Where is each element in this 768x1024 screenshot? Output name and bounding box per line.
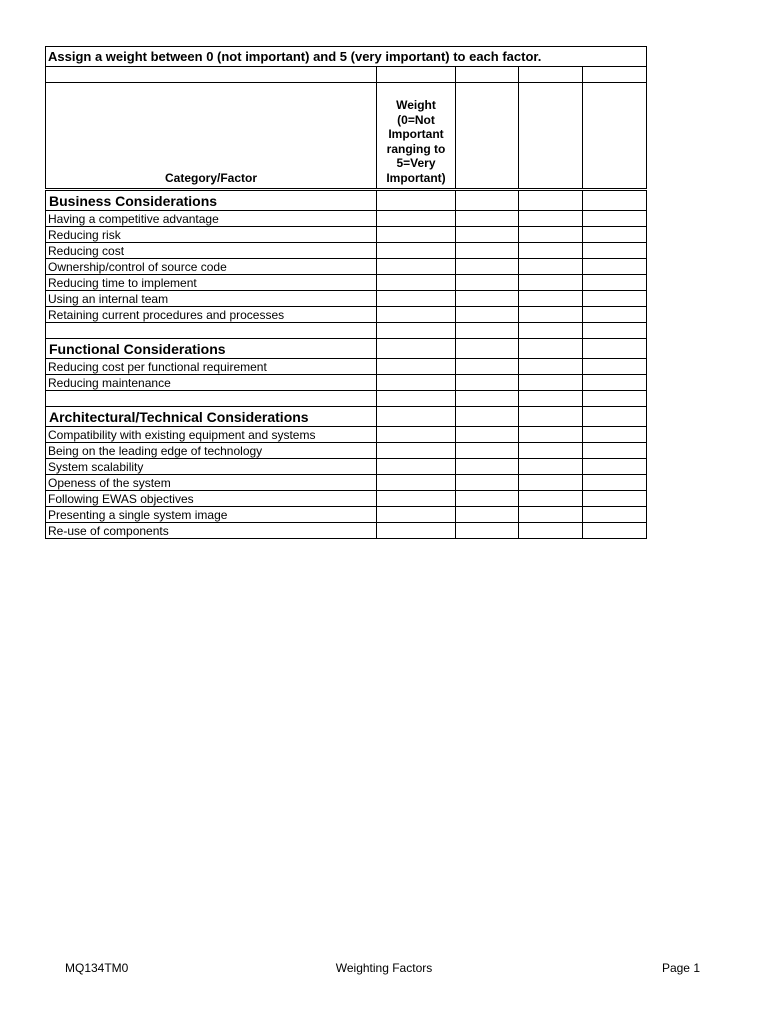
factor-label: Using an internal team — [46, 291, 377, 307]
factor-label: Openess of the system — [46, 475, 377, 491]
weight-entry-cell[interactable] — [519, 291, 583, 307]
weight-entry-cell[interactable] — [583, 391, 647, 407]
sheet-title: Assign a weight between 0 (not important) and 5 (very important) to each factor. — [46, 47, 647, 67]
weight-entry-cell[interactable] — [583, 291, 647, 307]
weight-entry-cell[interactable] — [377, 375, 456, 391]
weight-entry-cell[interactable] — [377, 275, 456, 291]
factor-label: Retaining current procedures and processes — [46, 307, 377, 323]
weight-entry-cell[interactable] — [377, 491, 456, 507]
weight-entry-cell[interactable] — [456, 523, 519, 539]
factor-label: Reducing time to implement — [46, 275, 377, 291]
weight-entry-cell[interactable] — [377, 259, 456, 275]
factor-row — [46, 523, 647, 539]
weight-entry-cell[interactable] — [583, 307, 647, 323]
weight-entry-cell[interactable] — [377, 291, 456, 307]
weight-entry-cell[interactable] — [519, 523, 583, 539]
weight-entry-cell[interactable] — [456, 190, 519, 211]
weighting-factors-table — [45, 46, 647, 539]
weight-entry-cell[interactable] — [456, 323, 519, 339]
weight-entry-cell[interactable] — [519, 443, 583, 459]
weight-entry-cell[interactable] — [519, 190, 583, 211]
weight-entry-cell[interactable] — [583, 259, 647, 275]
factor-label: Presenting a single system image — [46, 507, 377, 523]
weight-entry-cell[interactable] — [456, 427, 519, 443]
weight-entry-cell[interactable] — [377, 307, 456, 323]
blank-row — [46, 391, 647, 407]
weight-entry-cell[interactable] — [519, 507, 583, 523]
weight-entry-cell[interactable] — [519, 243, 583, 259]
footer-doc-code: MQ134TM0 — [65, 961, 129, 975]
factor-label: Compatibility with existing equipment and systems — [46, 427, 377, 443]
weight-entry-cell[interactable] — [377, 391, 456, 407]
weight-entry-cell[interactable] — [519, 275, 583, 291]
weight-entry-cell[interactable] — [377, 407, 456, 427]
weight-entry-cell[interactable] — [519, 407, 583, 427]
cell[interactable] — [519, 67, 583, 83]
weight-entry-cell[interactable] — [583, 475, 647, 491]
weight-entry-cell[interactable] — [519, 391, 583, 407]
weight-entry-cell[interactable] — [377, 190, 456, 211]
factor-label: Re-use of components — [46, 523, 377, 539]
factor-label: System scalability — [46, 459, 377, 475]
weight-entry-cell[interactable] — [377, 523, 456, 539]
weight-entry-cell[interactable] — [583, 339, 647, 359]
factor-row — [46, 291, 647, 307]
factor-row — [46, 507, 647, 523]
cell[interactable] — [46, 391, 377, 407]
factor-row — [46, 227, 647, 243]
weight-entry-cell[interactable] — [583, 459, 647, 475]
section-title: Business Considerations — [46, 190, 377, 211]
factor-label: Reducing maintenance — [46, 375, 377, 391]
weight-entry-cell[interactable] — [377, 443, 456, 459]
header-row — [46, 83, 647, 190]
weight-entry-cell[interactable] — [456, 391, 519, 407]
weight-entry-cell[interactable] — [583, 227, 647, 243]
weight-entry-cell[interactable] — [583, 275, 647, 291]
weight-entry-cell[interactable] — [519, 323, 583, 339]
weight-entry-cell[interactable] — [456, 359, 519, 375]
factor-label: Being on the leading edge of technology — [46, 443, 377, 459]
weight-entry-cell[interactable] — [583, 491, 647, 507]
weight-entry-cell[interactable] — [456, 491, 519, 507]
weight-entry-cell[interactable] — [456, 375, 519, 391]
weight-entry-cell[interactable] — [377, 323, 456, 339]
factor-row — [46, 375, 647, 391]
factor-label: Reducing risk — [46, 227, 377, 243]
title-row — [46, 47, 647, 67]
weight-entry-cell[interactable] — [456, 275, 519, 291]
weight-entry-cell[interactable] — [519, 227, 583, 243]
weight-entry-cell[interactable] — [456, 459, 519, 475]
factor-row — [46, 243, 647, 259]
cell[interactable] — [583, 83, 647, 190]
cell[interactable] — [377, 67, 456, 83]
factor-label: Ownership/control of source code — [46, 259, 377, 275]
factor-row — [46, 491, 647, 507]
factor-row — [46, 275, 647, 291]
weight-header: Weight (0=Not Important ranging to 5=Very Important) — [377, 83, 456, 190]
factor-row — [46, 211, 647, 227]
footer-page-number: Page 1 — [661, 961, 700, 975]
weight-entry-cell[interactable] — [377, 459, 456, 475]
weight-entry-cell[interactable] — [456, 339, 519, 359]
section-title: Functional Considerations — [46, 339, 377, 359]
weight-entry-cell[interactable] — [377, 211, 456, 227]
factor-label: Having a competitive advantage — [46, 211, 377, 227]
weight-entry-cell[interactable] — [583, 190, 647, 211]
weight-entry-cell[interactable] — [377, 243, 456, 259]
cell[interactable] — [519, 83, 583, 190]
category-factor-header: Category/Factor — [46, 83, 377, 190]
weight-entry-cell[interactable] — [519, 459, 583, 475]
factor-label: Reducing cost per functional requirement — [46, 359, 377, 375]
weight-entry-cell[interactable] — [377, 359, 456, 375]
cell[interactable] — [456, 83, 519, 190]
weight-entry-cell[interactable] — [456, 211, 519, 227]
weight-entry-cell[interactable] — [583, 427, 647, 443]
factor-label: Reducing cost — [46, 243, 377, 259]
cell[interactable] — [46, 67, 377, 83]
blank-row — [46, 323, 647, 339]
cell[interactable] — [46, 323, 377, 339]
weight-entry-cell[interactable] — [377, 339, 456, 359]
weight-entry-cell[interactable] — [456, 443, 519, 459]
section-row — [46, 407, 647, 427]
factor-row — [46, 259, 647, 275]
weight-entry-cell[interactable] — [456, 243, 519, 259]
factor-row — [46, 459, 647, 475]
weight-entry-cell[interactable] — [583, 359, 647, 375]
factor-row — [46, 427, 647, 443]
weight-entry-cell[interactable] — [583, 211, 647, 227]
weight-entry-cell[interactable] — [377, 475, 456, 491]
weight-entry-cell[interactable] — [456, 507, 519, 523]
weight-entry-cell[interactable] — [583, 523, 647, 539]
cell[interactable] — [583, 67, 647, 83]
weight-entry-cell[interactable] — [519, 475, 583, 491]
weight-entry-cell[interactable] — [519, 339, 583, 359]
cell[interactable] — [456, 67, 519, 83]
weight-entry-cell[interactable] — [519, 307, 583, 323]
section-title: Architectural/Technical Considerations — [46, 407, 377, 427]
weight-entry-cell[interactable] — [377, 427, 456, 443]
factor-row — [46, 443, 647, 459]
factor-label: Following EWAS objectives — [46, 491, 377, 507]
weight-entry-cell[interactable] — [583, 375, 647, 391]
factor-row — [46, 475, 647, 491]
section-row — [46, 190, 647, 211]
weight-entry-cell[interactable] — [377, 507, 456, 523]
section-row — [46, 339, 647, 359]
weight-entry-cell[interactable] — [519, 427, 583, 443]
weight-entry-cell[interactable] — [519, 259, 583, 275]
footer-page-title: Weighting Factors — [335, 961, 433, 975]
weight-entry-cell[interactable] — [519, 491, 583, 507]
blank-row — [46, 67, 647, 83]
weight-entry-cell[interactable] — [583, 323, 647, 339]
weight-entry-cell[interactable] — [583, 443, 647, 459]
weight-entry-cell[interactable] — [456, 291, 519, 307]
weight-entry-cell[interactable] — [456, 475, 519, 491]
weight-entry-cell[interactable] — [583, 243, 647, 259]
weight-entry-cell[interactable] — [519, 211, 583, 227]
weight-entry-cell[interactable] — [519, 359, 583, 375]
weight-entry-cell[interactable] — [456, 307, 519, 323]
weight-entry-cell[interactable] — [456, 227, 519, 243]
factor-row — [46, 359, 647, 375]
weight-entry-cell[interactable] — [583, 407, 647, 427]
weight-entry-cell[interactable] — [456, 407, 519, 427]
weight-entry-cell[interactable] — [456, 259, 519, 275]
weight-entry-cell[interactable] — [519, 375, 583, 391]
factor-row — [46, 307, 647, 323]
weight-entry-cell[interactable] — [377, 227, 456, 243]
weight-entry-cell[interactable] — [583, 507, 647, 523]
